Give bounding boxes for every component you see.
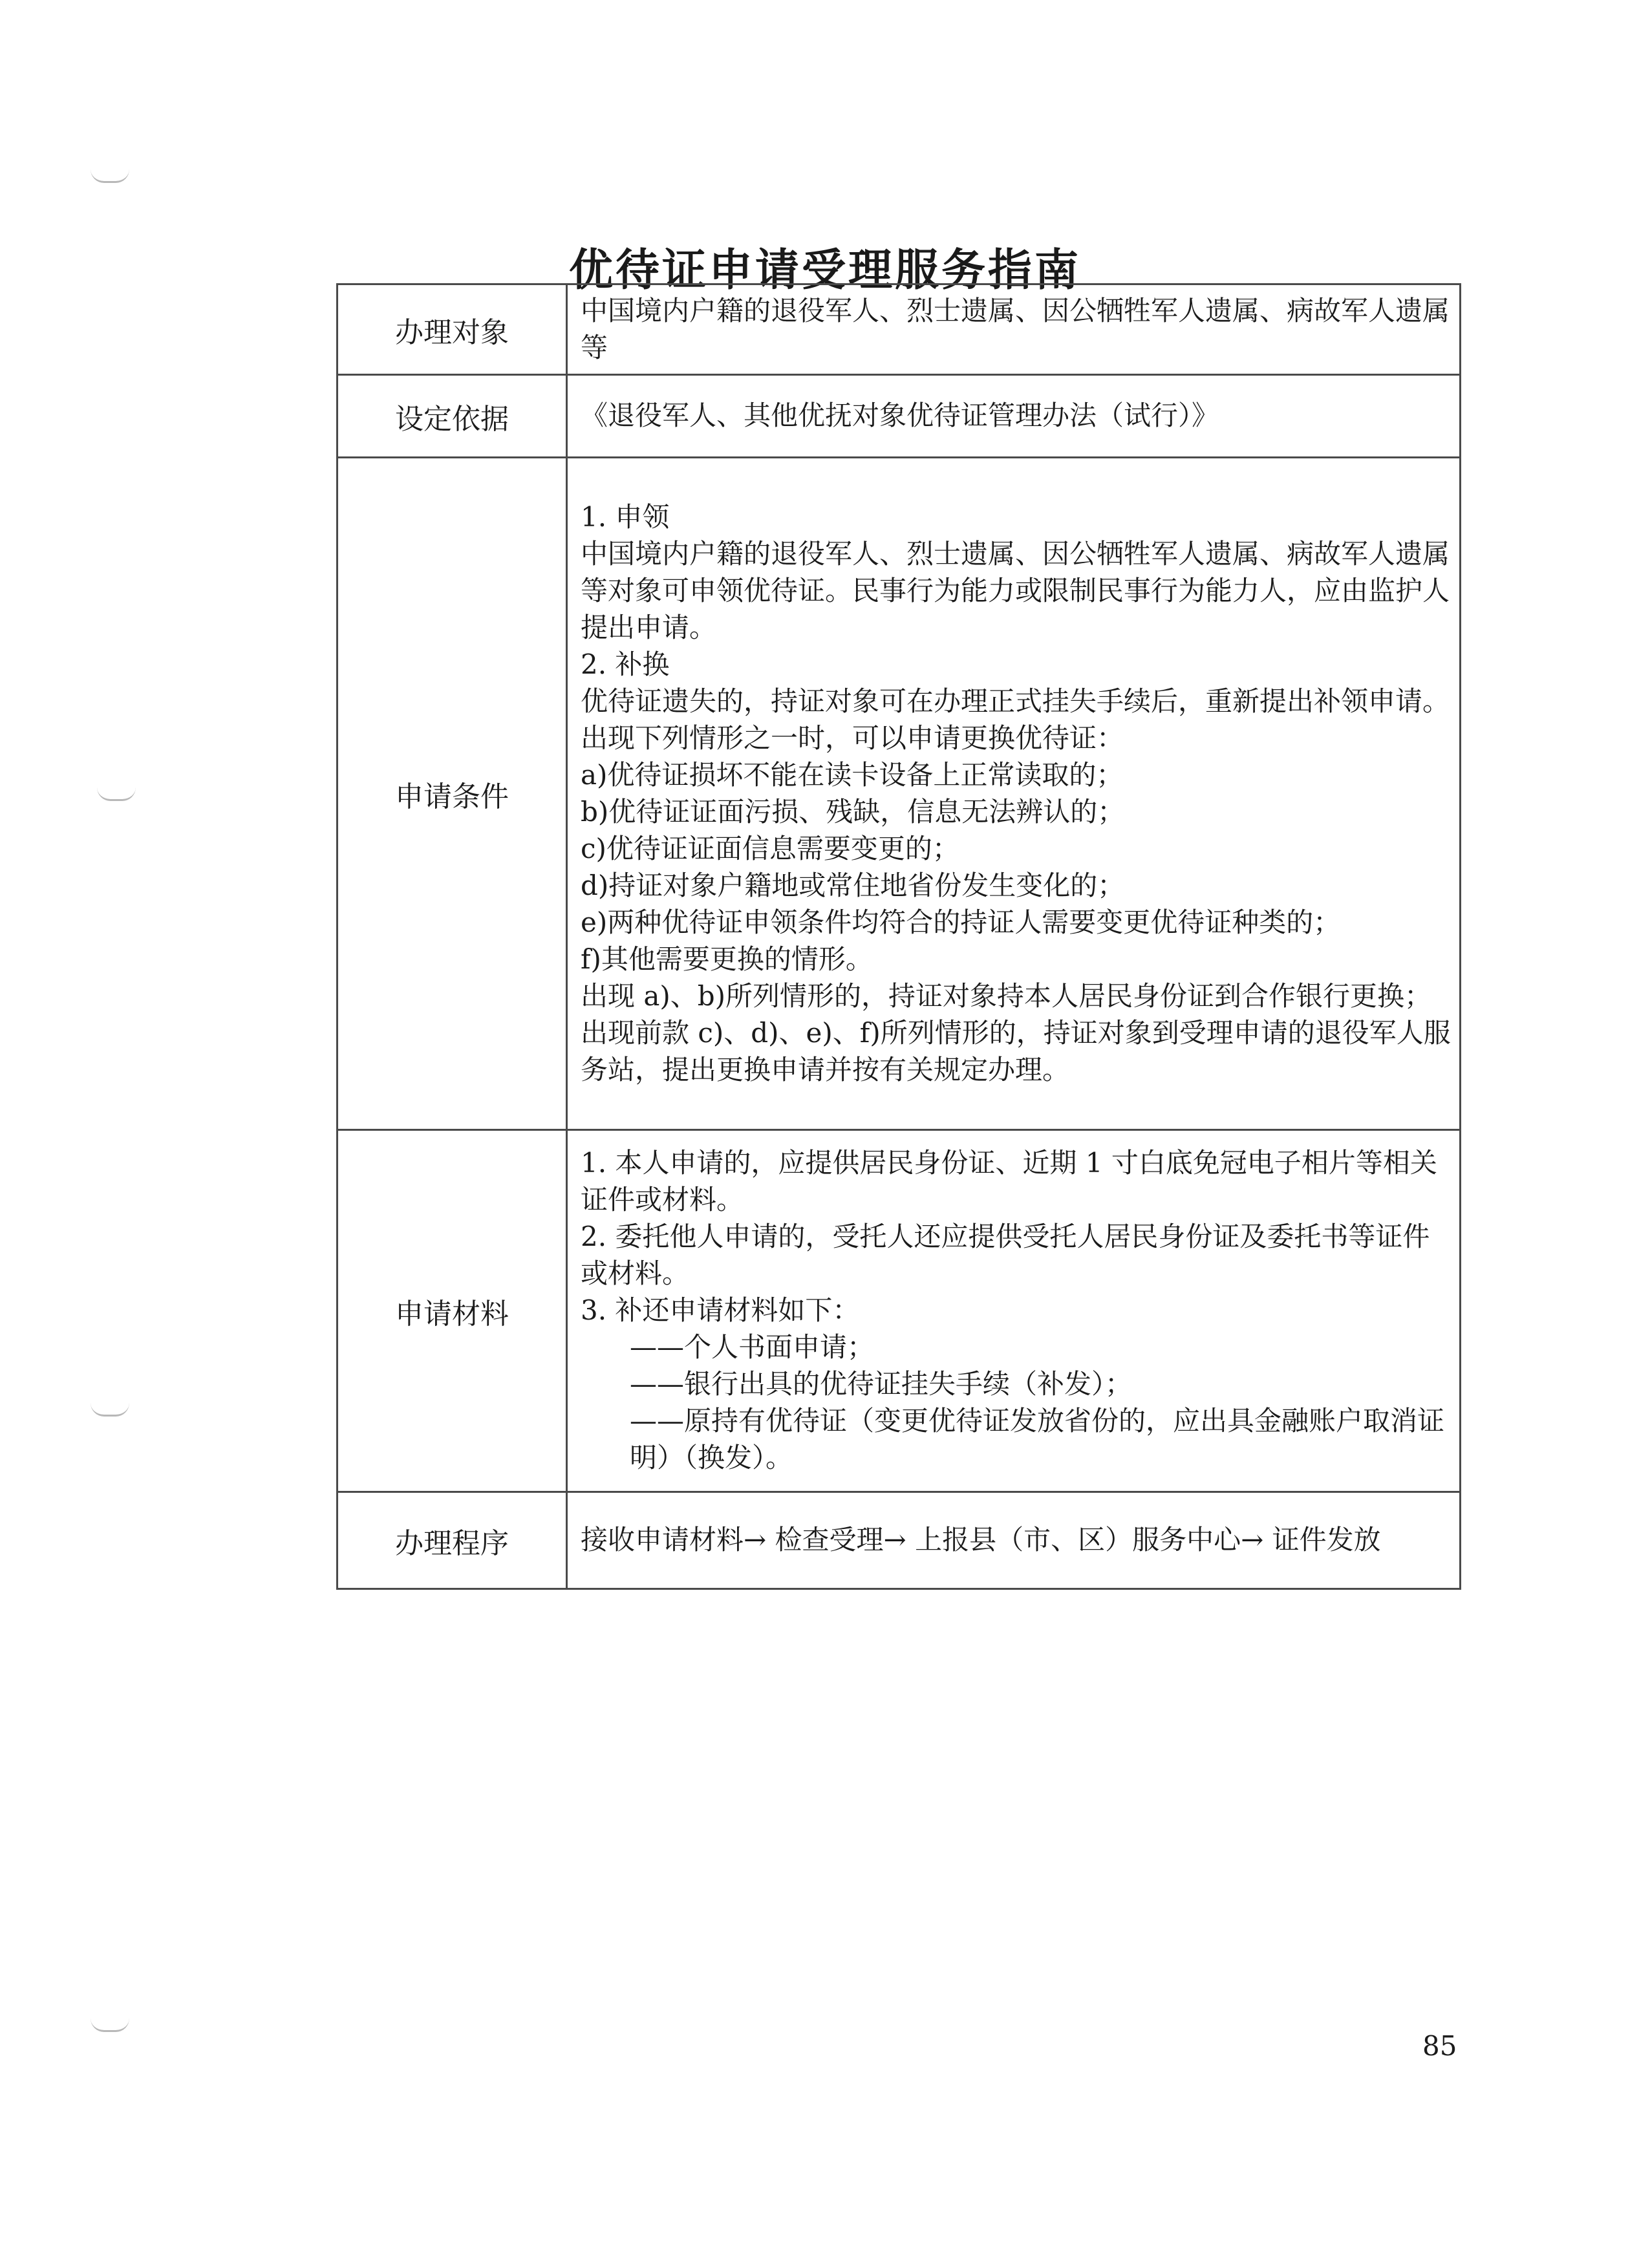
- page-number: 85: [1422, 2030, 1457, 2062]
- content-line: 2. 补换: [581, 648, 670, 680]
- content-line: ——个人书面申请；: [630, 1331, 875, 1363]
- table-row: [338, 1130, 1461, 1492]
- content-line: 优待证遗失的，持证对象可在办理正式挂失手续后，重新提出补领申请。: [581, 685, 1450, 717]
- row-content: [567, 1492, 1461, 1589]
- content-line: c)优待证证面信息需要变更的；: [581, 832, 959, 864]
- row-content: [567, 458, 1461, 1130]
- table-row: [338, 458, 1461, 1130]
- content-line: 出现下列情形之一时，可以申请更换优待证：: [581, 722, 1124, 754]
- content-line: 1. 本人申请的，应提供居民身份证、近期 1 寸白底免冠电子相片等相关证件或材料。: [581, 1147, 1437, 1215]
- page-title: 优待证申请受理服务指南: [568, 244, 1081, 296]
- table-row: [338, 284, 1461, 375]
- row-content: [567, 284, 1461, 375]
- row-label: 办理程序: [338, 1492, 567, 1589]
- content-line: 中国境内户籍的退役军人、烈士遗属、因公牺牲军人遗属、病故军人遗属等: [581, 294, 1450, 363]
- row-content: [567, 1130, 1461, 1492]
- content-line: b)优待证证面污损、残缺，信息无法辨认的；: [581, 795, 1125, 828]
- content-line: f)其他需要更换的情形。: [581, 943, 873, 975]
- row-content: [567, 375, 1461, 458]
- scan-mark: [91, 2018, 129, 2032]
- row-label: 办理对象: [338, 284, 567, 375]
- content-line: ——银行出具的优待证挂失手续（补发）；: [630, 1368, 1133, 1400]
- content-line: 《退役军人、其他优抚对象优待证管理办法（试行）》: [581, 400, 1219, 431]
- content-line: d)持证对象户籍地或常住地省份发生变化的；: [581, 869, 1125, 901]
- content-line: ——原持有优待证（变更优待证发放省份的，应出具金融账户取消证明）（换发）。: [630, 1405, 1445, 1473]
- content-line: e)两种优待证申领条件均符合的持证人需要变更优待证种类的；: [581, 906, 1341, 938]
- content-line: 出现 a)、b)所列情形的，持证对象持本人居民身份证到合作银行更换；出现前款 c)、d)、e)、f)所列情形的，持证对象到受理申请的退役军人服务站，提出更换申请并按有关规定办理。: [581, 979, 1451, 1086]
- scan-mark: [91, 1403, 129, 1417]
- table-row: [338, 375, 1461, 458]
- service-guide-table: [336, 283, 1461, 1590]
- scan-mark: [91, 169, 129, 183]
- row-label: 申请材料: [338, 1130, 567, 1492]
- content-line: 2. 委托他人申请的，受托人还应提供受托人居民身份证及委托书等证件或材料。: [581, 1221, 1430, 1289]
- content-line: 3. 补还申请材料如下：: [581, 1294, 860, 1326]
- content-line: 中国境内户籍的退役军人、烈士遗属、因公牺牲军人遗属、病故军人遗属等对象可申领优待证。民事行为能力或限制民事行为能力人，应由监护人提出申请。: [581, 537, 1450, 643]
- row-label: 设定依据: [338, 375, 567, 458]
- content-line: 接收申请材料→ 检查受理→ 上报县（市、区）服务中心→ 证件发放: [581, 1524, 1381, 1556]
- row-label: 申请条件: [338, 458, 567, 1130]
- table-row: [338, 1492, 1461, 1589]
- scan-mark: [97, 787, 136, 801]
- content-line: 1. 申领: [581, 500, 670, 533]
- content-line: a)优待证损坏不能在读卡设备上正常读取的；: [581, 758, 1124, 791]
